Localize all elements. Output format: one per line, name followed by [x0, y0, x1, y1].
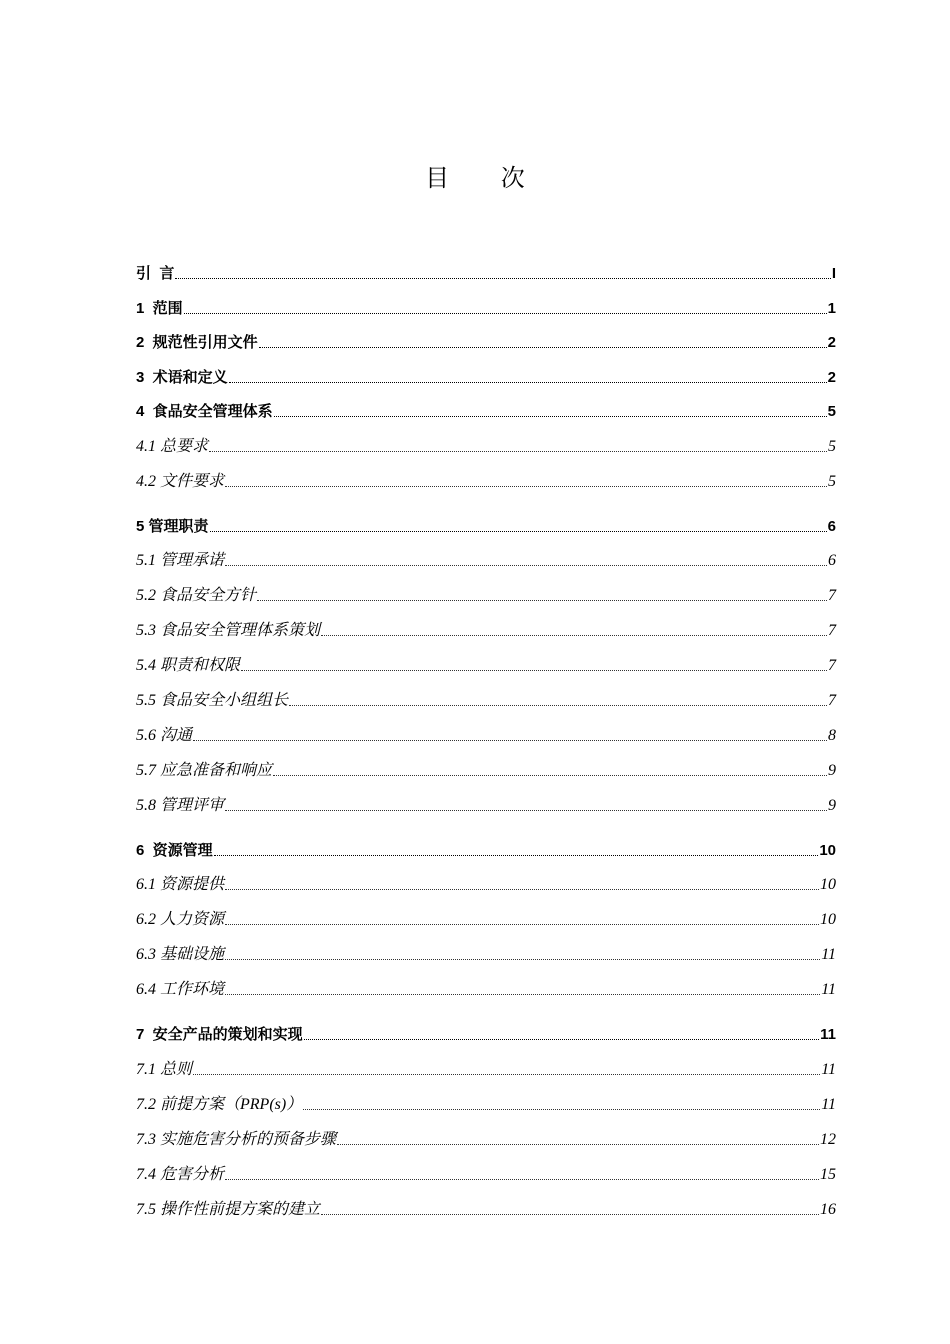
toc-leader [259, 346, 827, 348]
toc-entry[interactable] [136, 549, 836, 571]
toc-page-number: 11 [821, 981, 836, 998]
toc-entry[interactable] [136, 1023, 836, 1045]
toc-entry-label: 1 范围 [136, 300, 183, 317]
toc-leader [257, 599, 827, 601]
toc-entry[interactable] [136, 794, 836, 816]
toc-page-number: I [831, 265, 836, 282]
toc-entry-label: 5.4 职责和权限 [136, 657, 241, 674]
toc-page-number: 10 [820, 876, 836, 893]
toc-page-number: 7 [828, 622, 836, 639]
toc-page-number: 9 [828, 797, 836, 814]
toc-page-number: 11 [821, 1096, 836, 1113]
toc-page-number: 10 [819, 842, 836, 859]
toc-leader [303, 1108, 820, 1110]
toc-entry[interactable] [136, 978, 836, 1000]
toc-entry[interactable] [136, 331, 836, 353]
toc-entry[interactable] [136, 873, 836, 895]
toc-entry[interactable] [136, 619, 836, 641]
toc-entry-label: 5.2 食品安全方针 [136, 587, 257, 604]
toc-title: 目 次 [425, 164, 547, 192]
toc-leader [225, 958, 820, 960]
toc-entry-label: 7 安全产品的策划和实现 [136, 1026, 303, 1043]
toc-leader [210, 530, 827, 532]
toc-leader [289, 704, 827, 706]
toc-leader [225, 485, 827, 487]
toc-page-number: 16 [820, 1201, 836, 1218]
toc-leader [225, 923, 819, 925]
toc-leader [304, 1038, 819, 1040]
toc-entry[interactable] [136, 1093, 836, 1115]
toc-leader [274, 415, 827, 417]
toc-leader [241, 669, 827, 671]
toc-entry[interactable] [136, 908, 836, 930]
toc-entry[interactable] [136, 943, 836, 965]
toc-entry[interactable] [136, 435, 836, 457]
toc-leader [209, 450, 827, 452]
toc-page-number: 10 [820, 911, 836, 928]
toc-entry-label: 6 资源管理 [136, 842, 213, 859]
toc-page-number: 6 [827, 518, 836, 535]
toc-entry-label: 5.1 管理承诺 [136, 552, 225, 569]
toc-page-number: 5 [827, 403, 836, 420]
toc-entry[interactable] [136, 262, 836, 284]
toc-page-number: 5 [828, 438, 836, 455]
toc-leader [273, 774, 827, 776]
toc-page-number: 12 [820, 1131, 836, 1148]
toc-leader [225, 1178, 819, 1180]
toc-page-number: 11 [821, 946, 836, 963]
toc-leader [225, 809, 827, 811]
toc-entry-label: 引 言 [136, 265, 175, 282]
toc-leader [184, 312, 827, 314]
toc-page-number: 2 [827, 334, 836, 351]
toc-page-number: 5 [828, 473, 836, 490]
toc-entry-label: 7.1 总则 [136, 1061, 193, 1078]
toc-entry[interactable] [136, 1058, 836, 1080]
toc-leader [321, 1213, 819, 1215]
toc-page-number: 6 [828, 552, 836, 569]
toc-entry[interactable] [136, 297, 836, 319]
toc-entry[interactable] [136, 654, 836, 676]
toc-page-number: 7 [828, 657, 836, 674]
toc-entry[interactable] [136, 1198, 836, 1220]
toc-page-number: 7 [828, 587, 836, 604]
toc-leader [214, 854, 819, 856]
toc-leader [175, 277, 830, 279]
toc-entry-label: 5.8 管理评审 [136, 797, 225, 814]
toc-page-number: 8 [828, 727, 836, 744]
toc-entry-label: 7.3 实施危害分析的预备步骤 [136, 1131, 337, 1148]
toc-leader [193, 739, 827, 741]
toc-entry-label: 4.2 文件要求 [136, 473, 225, 490]
toc-entry-label: 6.3 基础设施 [136, 946, 225, 963]
toc-leader [337, 1143, 819, 1145]
toc-page-number: 1 [827, 300, 836, 317]
toc-leader [225, 993, 820, 995]
toc-entry[interactable] [136, 366, 836, 388]
toc-page-number: 11 [820, 1026, 836, 1043]
toc-entry[interactable] [136, 839, 836, 861]
toc-leader [229, 381, 827, 383]
toc-leader [321, 634, 827, 636]
toc-page-number: 11 [821, 1061, 836, 1078]
toc-leader [193, 1073, 820, 1075]
toc-leader [225, 564, 827, 566]
toc-entry[interactable] [136, 1163, 836, 1185]
toc-page-number: 2 [827, 369, 836, 386]
toc-entry[interactable] [136, 689, 836, 711]
toc-entry-label: 5.5 食品安全小组组长 [136, 692, 289, 709]
toc-entry-label: 5.3 食品安全管理体系策划 [136, 622, 321, 639]
toc-entry-label: 5 管理职责 [136, 518, 209, 535]
toc-entry[interactable] [136, 515, 836, 537]
toc-entry-label: 6.4 工作环境 [136, 981, 225, 998]
toc-entry-label: 6.1 资源提供 [136, 876, 225, 893]
toc-entry[interactable] [136, 470, 836, 492]
toc-entry[interactable] [136, 400, 836, 422]
toc-entry-label: 7.4 危害分析 [136, 1166, 225, 1183]
toc-entry[interactable] [136, 1128, 836, 1150]
toc-entry-label: 4.1 总要求 [136, 438, 209, 455]
toc-entry[interactable] [136, 584, 836, 606]
toc-page-number: 7 [828, 692, 836, 709]
toc-entry-label: 5.7 应急准备和响应 [136, 762, 273, 779]
toc-entry-label: 5.6 沟通 [136, 727, 193, 744]
toc-entry-label: 7.2 前提方案（PRP(s)） [136, 1096, 303, 1113]
toc-entry-label: 3 术语和定义 [136, 369, 228, 386]
toc-leader [225, 888, 819, 890]
toc-entry-label: 6.2 人力资源 [136, 911, 225, 928]
toc-entry[interactable] [136, 724, 836, 746]
toc-page-number: 9 [828, 762, 836, 779]
toc-entry[interactable] [136, 759, 836, 781]
toc-entry-label: 2 规范性引用文件 [136, 334, 258, 351]
toc-entry-label: 4 食品安全管理体系 [136, 403, 273, 420]
toc-page-number: 15 [820, 1166, 836, 1183]
toc-entry-label: 7.5 操作性前提方案的建立 [136, 1201, 321, 1218]
